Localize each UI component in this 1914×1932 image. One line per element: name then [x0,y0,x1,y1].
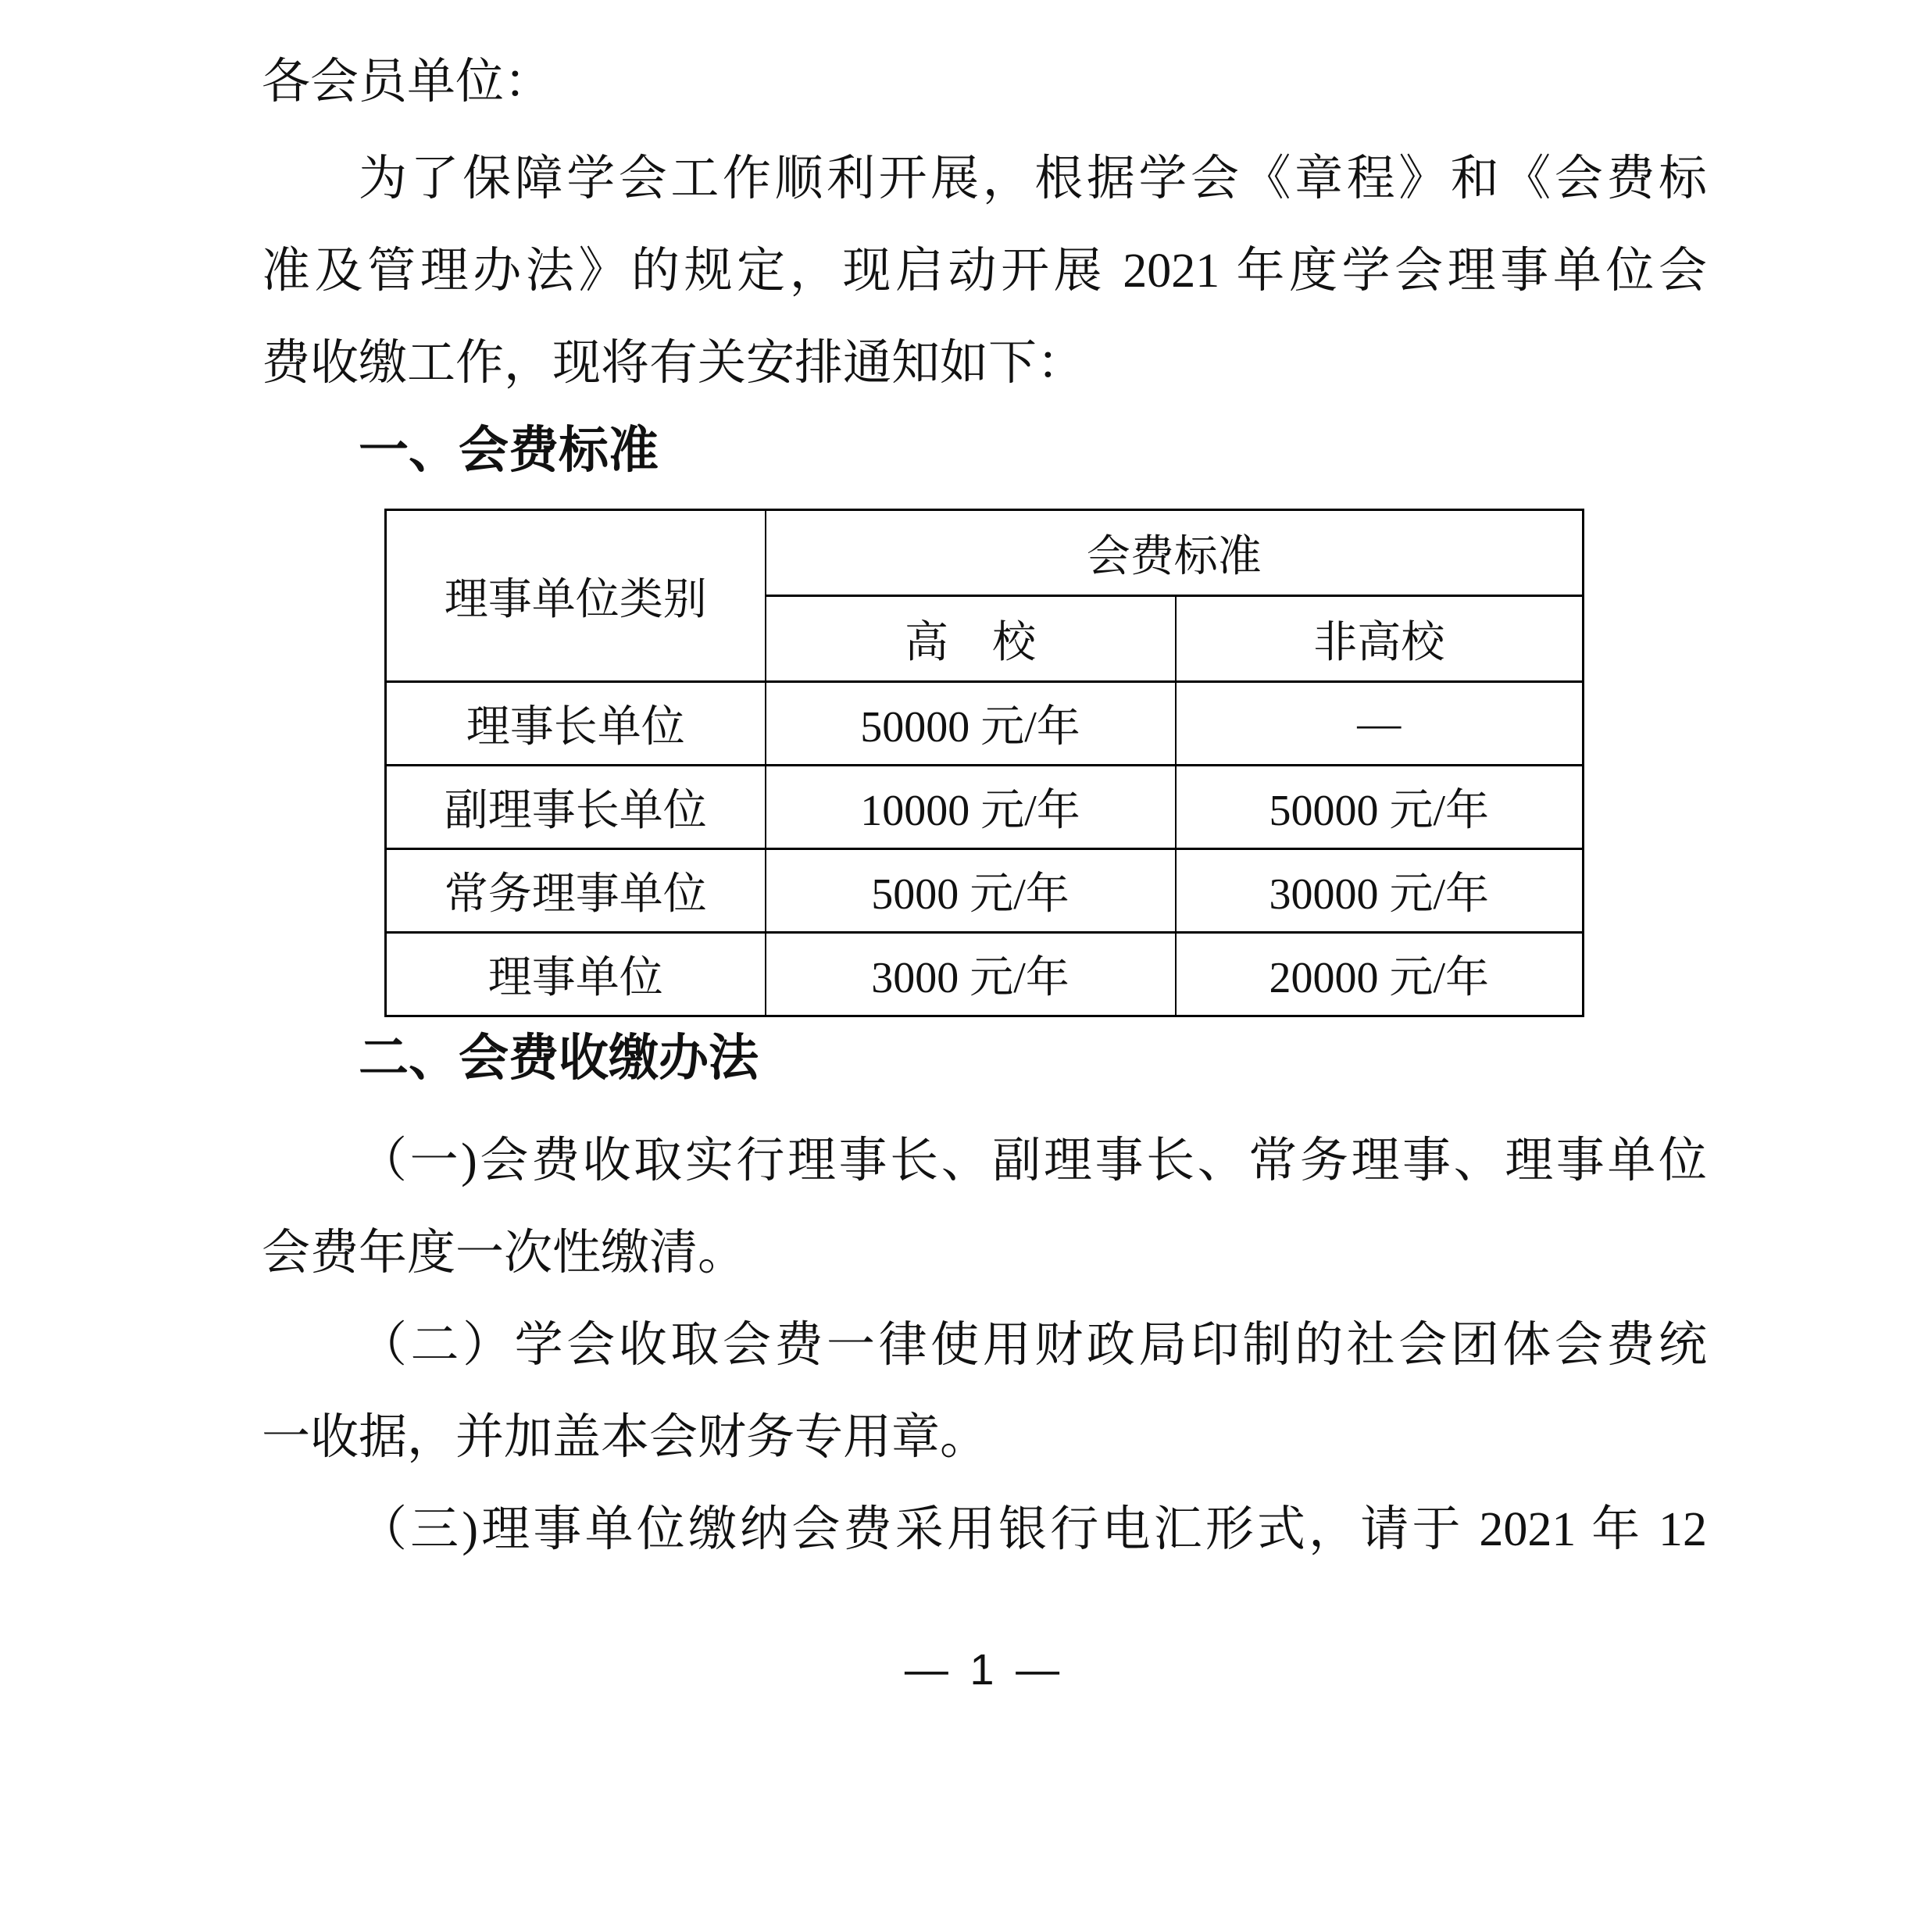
cell-college-fee: 5000 元/年 [766,849,1176,933]
table-row [386,849,1584,933]
section-heading-fee-standard: 一、会费标准 [359,422,659,478]
intro-line: 为了保障学会工作顺利开展，根据学会《章程》和《会费标 [359,152,1707,205]
page-number: — 1 — [904,1645,1065,1694]
table-header-fee-standard: 会费标准 [766,510,1584,596]
cell-category: 常务理事单位 [386,849,766,933]
cell-category: 副理事长单位 [386,766,766,849]
table-row [386,766,1584,849]
table-header-non-college: 非高校 [1176,596,1584,682]
intro-line: 准及管理办法》的规定，现启动开展 2021 年度学会理事单位会 [262,245,1707,298]
table-row [386,933,1584,1016]
cell-non-college-fee: — [1176,682,1584,766]
table-row [386,682,1584,766]
intro-line: 费收缴工作，现将有关安排通知如下： [262,337,1086,390]
cell-non-college-fee: 50000 元/年 [1176,766,1584,849]
cell-college-fee: 3000 元/年 [766,933,1176,1016]
salutation-line: 各会员单位： [262,55,553,109]
method-line: 一收据，并加盖本会财务专用章。 [262,1411,989,1464]
table-header-college: 高 校 [766,596,1176,682]
cell-college-fee: 50000 元/年 [766,682,1176,766]
cell-non-college-fee: 20000 元/年 [1176,933,1584,1016]
method-line: （二）学会收取会费一律使用财政局印制的社会团体会费统 [359,1319,1707,1372]
cell-college-fee: 10000 元/年 [766,766,1176,849]
fee-standard-table [384,509,1584,1017]
intro-paragraph [262,133,1707,409]
cell-category: 理事单位 [386,933,766,1016]
table-header-row-1 [386,510,1584,596]
method-paragraphs [262,1115,1707,1576]
method-line: （一)会费收取实行理事长、副理事长、常务理事、理事单位 [359,1134,1707,1187]
table-header-category: 理事单位类别 [386,510,766,682]
method-line: 会费年度一次性缴清。 [262,1227,747,1280]
cell-non-college-fee: 30000 元/年 [1176,849,1584,933]
cell-category: 理事长单位 [386,682,766,766]
section-heading-collection-method: 二、会费收缴办法 [359,1030,759,1086]
method-line: （三)理事单位缴纳会费采用银行电汇形式，请于 2021 年 12 [359,1503,1707,1556]
